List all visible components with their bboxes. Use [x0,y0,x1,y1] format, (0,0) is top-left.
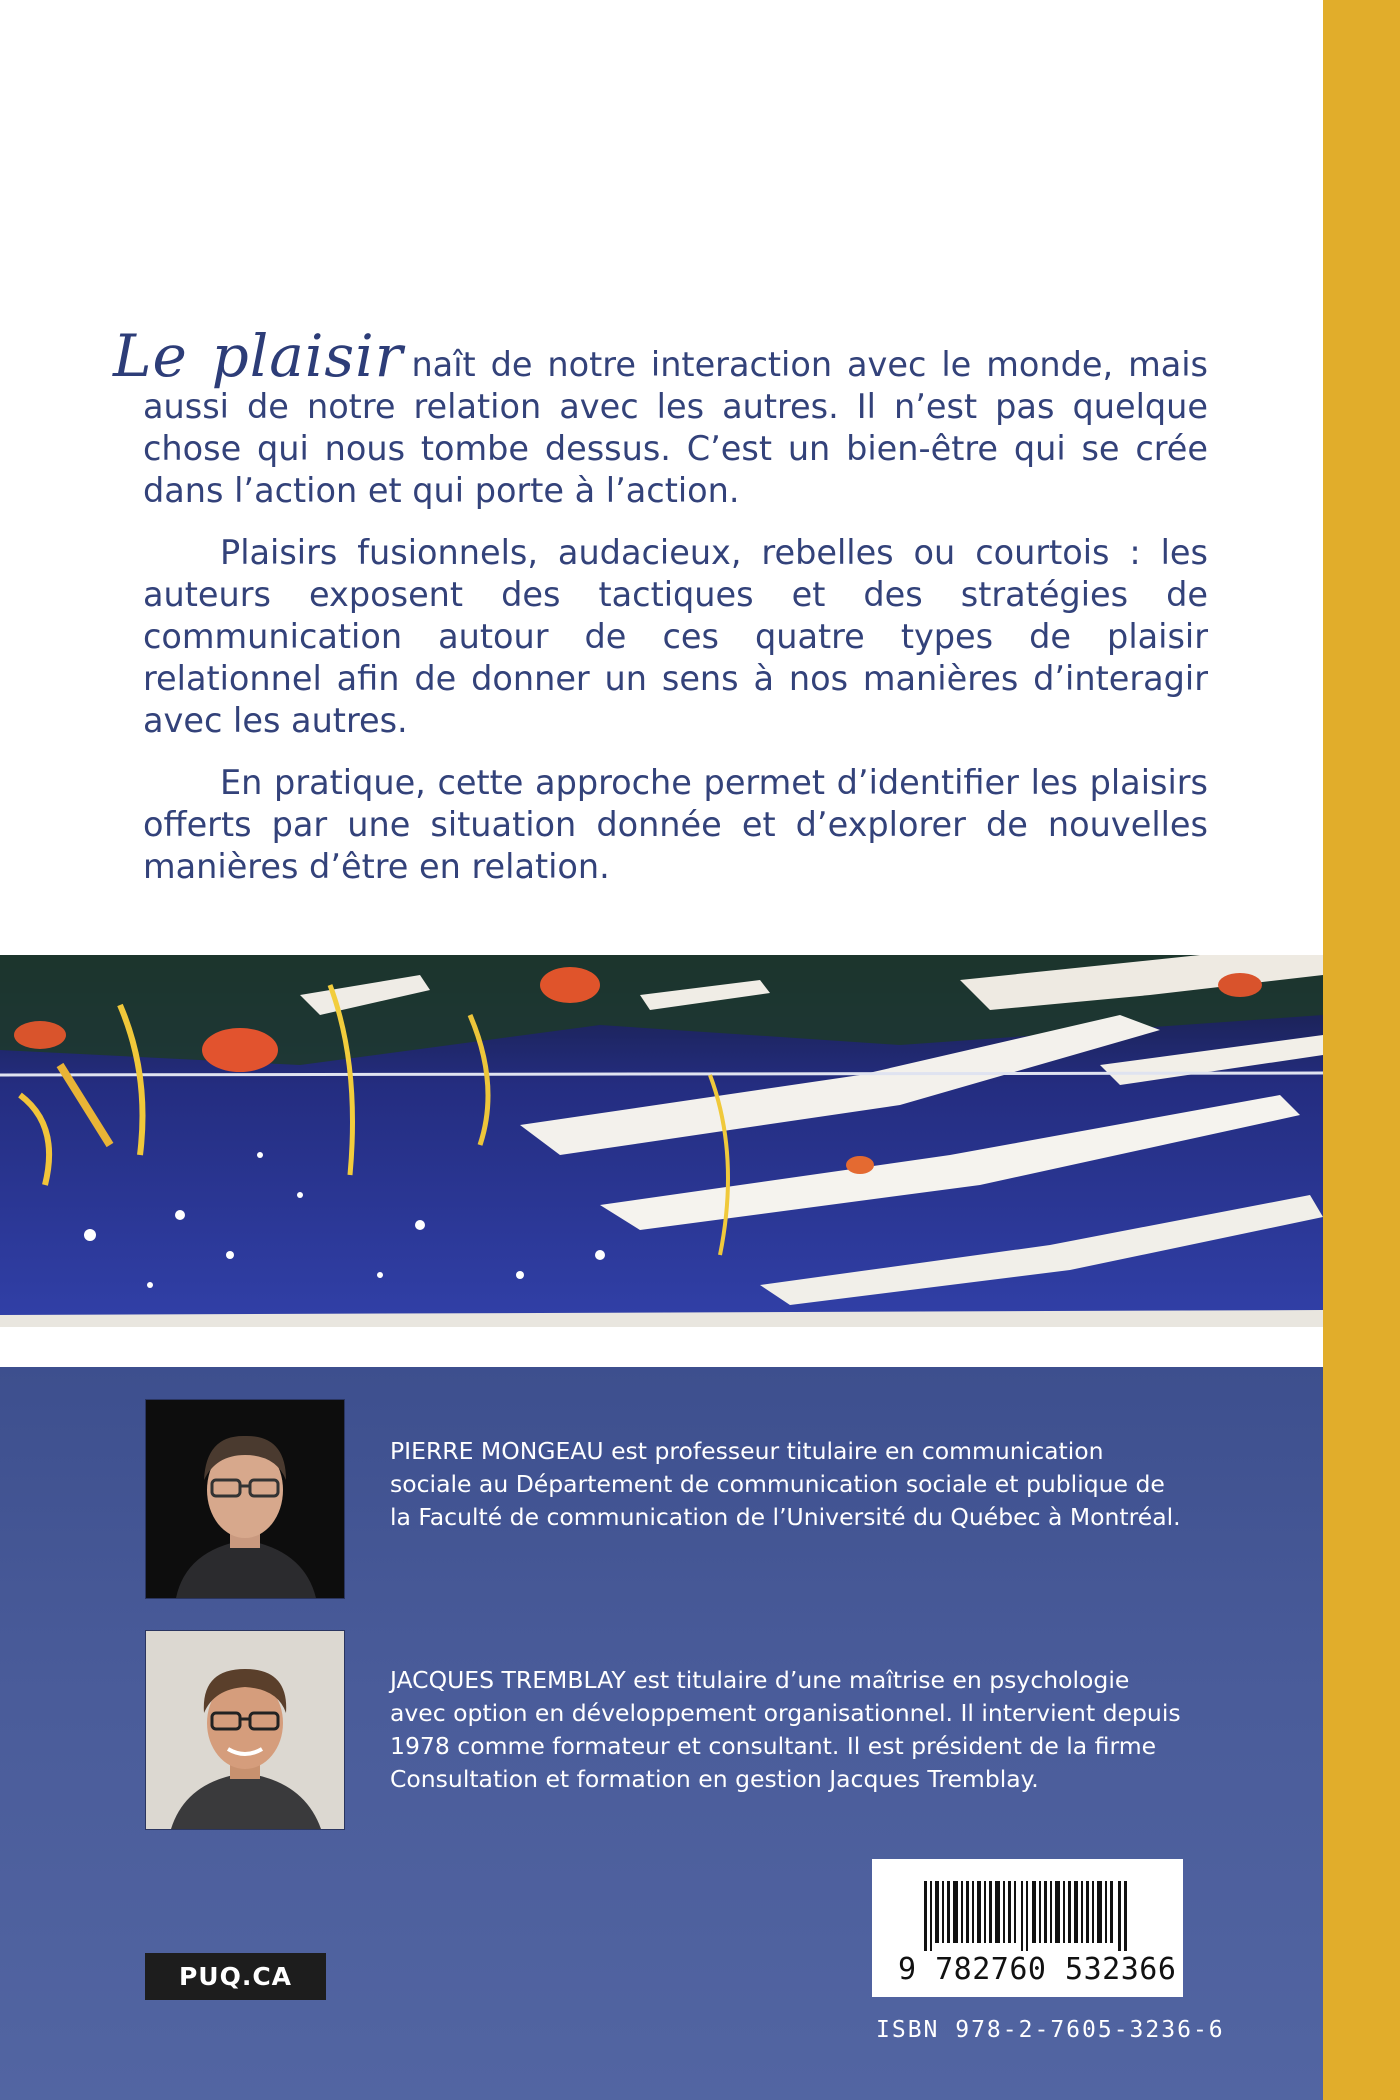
blurb-paragraph-2: Plaisirs fusionnels, audacieux, rebelles ou courtois : les auteurs exposent des tactiques et des stratégies de communication autour de ces quatre types de plaisir relationnel afin de donner un sens à nos manières d’interagir avec les autres. [143,533,1208,740]
abstract-painting [0,955,1323,1327]
isbn-number: ISBN 978-2-7605-3236-6 [876,2017,1225,2043]
blurb-paragraph-1-text: naît de notre interaction avec le monde, mais aussi de notre relation avec les autres. Il n’est pas quelque chose qui nous tombe dessus. C’est un bien-être qui se crée dans l’action et qui porte à l’action. [143,345,1208,510]
barcode [872,1859,1183,1997]
publisher-logo: PUQ.CA [145,1953,326,2000]
gold-spine-band [1323,0,1400,2100]
author-photo-pierre-mongeau [145,1399,345,1599]
author-bio-jacques-tremblay: JACQUES TREMBLAY est titulaire d’une maîtrise en psychologie avec option en développement organisationnel. Il intervient depuis 1978 comme formateur et consultant. Il est président de la firme Consultation et formation en gestion Jacques Tremblay. [390,1666,1181,1793]
blurb-paragraph-3: En pratique, cette approche permet d’identifier les plaisirs offerts par une situation donnée et d’explorer de nouvelles manières d’être en relation. [143,763,1208,886]
barcode-bars [924,1881,1129,1951]
author-photo-jacques-tremblay [145,1630,345,1830]
back-cover-blurb [113,322,1208,908]
blurb-paragraph-1 [113,322,1208,512]
barcode-digits: 9 782760 532366 [898,1952,1177,1987]
blurb-lead-words: Le plaisir [113,322,404,390]
author-bio-pierre-mongeau: PIERRE MONGEAU est professeur titulaire en communication sociale au Département de communication sociale et publique de la Faculté de communication de l’Université du Québec à Montréal. [390,1437,1181,1531]
